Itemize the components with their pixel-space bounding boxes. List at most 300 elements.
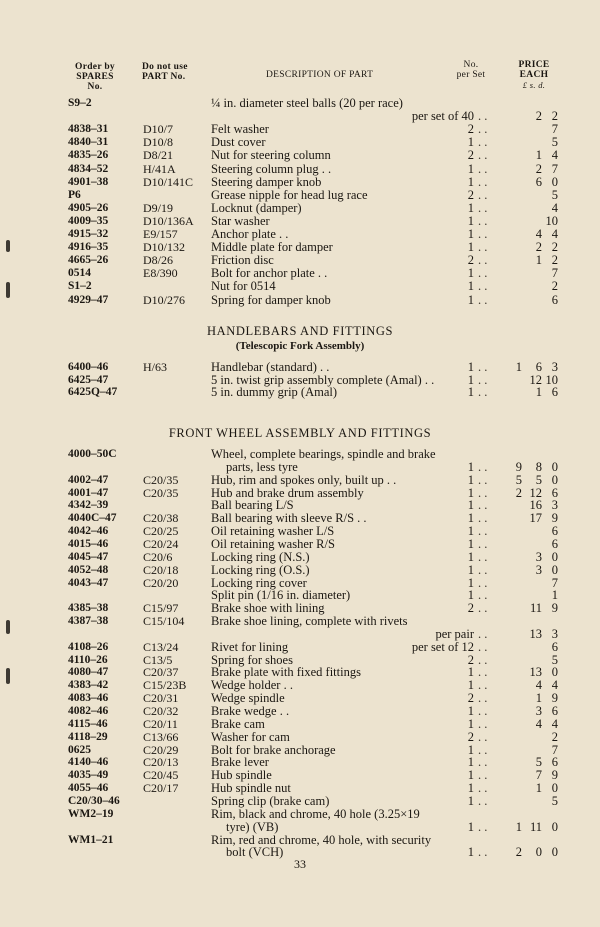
price-shillings: 3 xyxy=(535,549,542,564)
price-pence: 5 xyxy=(551,652,558,667)
order-number: S9–2 xyxy=(68,97,92,109)
price-pence: 2 xyxy=(551,279,558,294)
part-number: C15/104 xyxy=(143,614,185,629)
quantity-per-set: 1 xyxy=(467,716,474,731)
leader-dots: . . xyxy=(478,227,488,241)
table-row xyxy=(0,215,600,228)
part-number: C15/23B xyxy=(143,678,187,693)
part-number: C20/17 xyxy=(143,781,179,796)
leader-dots: . . xyxy=(478,148,488,163)
price-shillings: 12 xyxy=(529,372,542,387)
price-pence: 6 xyxy=(551,755,558,770)
table-row xyxy=(0,821,600,834)
order-number: 4115–46 xyxy=(68,717,108,730)
part-number: C20/6 xyxy=(143,549,173,564)
quantity-per-set: 1 xyxy=(467,524,474,539)
order-number: C20/30–46 xyxy=(68,794,120,807)
order-number: 4929–47 xyxy=(68,293,109,306)
price-pence: 2 xyxy=(551,240,558,255)
table-row xyxy=(0,267,600,280)
order-number: 4015–46 xyxy=(68,537,109,550)
price-shillings: 2 xyxy=(535,240,542,255)
order-number: 4915–32 xyxy=(68,228,109,240)
price-pence: 6 xyxy=(551,385,558,400)
table-row xyxy=(0,538,600,551)
leader-dots: . . xyxy=(478,360,488,374)
part-description: 5 in. twist grip assembly complete (Amal) . . xyxy=(211,372,435,387)
quantity-per-set: 1 xyxy=(467,266,474,281)
quantity-per-set: per set of 12 xyxy=(411,639,474,654)
price-pence: 3 xyxy=(551,626,558,641)
col-header-price xyxy=(508,60,560,80)
order-number: 4838–31 xyxy=(68,123,109,136)
table-row xyxy=(0,679,600,692)
price-pence: 6 xyxy=(551,704,558,718)
header-line: No. xyxy=(87,82,103,92)
order-number: 0514 xyxy=(68,267,91,280)
part-number: E9/157 xyxy=(143,227,178,241)
order-number: 4342–39 xyxy=(68,499,109,512)
price-pence: 2 xyxy=(551,109,558,124)
part-number: D10/8 xyxy=(143,135,173,150)
part-number: H/41A xyxy=(143,161,176,176)
header-line: Order by xyxy=(75,62,115,72)
part-number: C20/11 xyxy=(143,716,178,731)
part-number: D8/21 xyxy=(143,148,173,163)
quantity-per-set: per pair xyxy=(435,626,474,641)
order-number: S1–2 xyxy=(68,280,92,293)
price-pence: 9 xyxy=(551,601,558,616)
quantity-per-set: 2 xyxy=(467,253,474,268)
price-pence: 7 xyxy=(551,161,558,176)
table-row xyxy=(0,615,600,628)
quantity-per-set: 1 xyxy=(467,588,474,603)
order-number: 4055–46 xyxy=(68,782,109,795)
order-number: 4001–47 xyxy=(68,486,109,499)
quantity-per-set: 2 xyxy=(467,187,474,202)
table-row xyxy=(0,834,600,847)
table-row xyxy=(0,692,600,705)
price-shillings: 0 xyxy=(535,845,542,860)
table-row xyxy=(0,294,600,307)
price-pence: 6 xyxy=(551,524,558,539)
part-number: D10/132 xyxy=(143,240,185,255)
price-pounds: 5 xyxy=(515,472,522,487)
price-shillings: 4 xyxy=(535,227,542,241)
part-description: Brake plate with fixed fittings xyxy=(211,665,361,680)
quantity-per-set: 1 xyxy=(467,240,474,255)
price-pence: 4 xyxy=(551,678,558,693)
part-number: D10/276 xyxy=(143,292,185,307)
part-description: Brake wedge . . xyxy=(211,704,290,718)
table-row xyxy=(0,564,600,577)
table-row xyxy=(0,228,600,241)
quantity-per-set: 2 xyxy=(467,122,474,137)
leader-dots: . . xyxy=(478,575,488,590)
price-pence: 10 xyxy=(545,213,558,228)
order-number: 4834–52 xyxy=(68,162,109,175)
quantity-per-set: 2 xyxy=(467,601,474,616)
leader-dots: . . xyxy=(478,161,488,176)
quantity-per-set: 2 xyxy=(467,652,474,667)
price-pence: 5 xyxy=(551,135,558,150)
part-description: Ball bearing with sleeve R/S . . xyxy=(211,511,367,526)
price-shillings: 13 xyxy=(529,626,542,641)
price-pence: 0 xyxy=(551,845,558,860)
header-line: PART No. xyxy=(142,72,186,82)
table-row xyxy=(0,744,600,757)
leader-dots: . . xyxy=(478,385,488,400)
price-shillings: 4 xyxy=(535,678,542,693)
header-line: EACH xyxy=(519,70,549,80)
quantity-per-set: 1 xyxy=(467,213,474,228)
quantity-per-set: 1 xyxy=(467,704,474,718)
quantity-per-set: 1 xyxy=(467,227,474,241)
quantity-per-set: 1 xyxy=(467,678,474,693)
col-header-lsd: £ s. d. xyxy=(522,80,546,90)
order-number: 4118–29 xyxy=(68,730,108,743)
quantity-per-set: 1 xyxy=(467,742,474,757)
price-pence: 9 xyxy=(551,691,558,706)
leader-dots: . . xyxy=(478,742,488,757)
header-line: No. xyxy=(463,60,479,70)
table-row xyxy=(0,386,600,399)
part-number: C13/24 xyxy=(143,639,179,654)
quantity-per-set: 1 xyxy=(467,768,474,783)
part-description: Hub, rim and spokes only, built up . . xyxy=(211,472,397,487)
part-description: parts, less tyre xyxy=(226,459,298,474)
part-description: Bolt for brake anchorage xyxy=(211,742,336,757)
part-number: C20/13 xyxy=(143,755,179,770)
price-pounds: 1 xyxy=(515,819,522,834)
leader-dots: . . xyxy=(478,187,488,202)
part-description: Star washer xyxy=(211,213,270,228)
table-row xyxy=(0,448,600,461)
quantity-per-set: 1 xyxy=(467,161,474,176)
leader-dots: . . xyxy=(478,200,488,215)
table-row xyxy=(0,110,600,123)
price-pence: 7 xyxy=(551,266,558,281)
part-description: tyre) (VB) xyxy=(226,819,279,834)
order-number: 4052–48 xyxy=(68,563,109,576)
price-pence: 0 xyxy=(551,819,558,834)
leader-dots: . . xyxy=(478,549,488,564)
quantity-per-set: 1 xyxy=(467,174,474,189)
leader-dots: . . xyxy=(478,511,488,526)
quantity-per-set: 1 xyxy=(467,135,474,150)
quantity-per-set: 1 xyxy=(467,781,474,796)
leader-dots: . . xyxy=(478,768,488,783)
part-description: Brake shoe with lining xyxy=(211,601,325,616)
order-number: 4665–26 xyxy=(68,254,109,267)
part-number: C20/18 xyxy=(143,562,179,577)
table-row xyxy=(0,280,600,293)
leader-dots: . . xyxy=(478,485,488,500)
leader-dots: . . xyxy=(478,372,488,387)
table-row xyxy=(0,795,600,808)
order-number: 6425Q–47 xyxy=(68,386,118,399)
part-description: Spring for damper knob xyxy=(211,292,331,307)
price-shillings: 5 xyxy=(535,755,542,770)
leader-dots: . . xyxy=(478,704,488,718)
quantity-per-set: 1 xyxy=(467,819,474,834)
quantity-per-set: 1 xyxy=(467,360,474,374)
header-line: per Set xyxy=(456,70,486,80)
order-number: 6425–47 xyxy=(68,373,109,386)
price-shillings: 12 xyxy=(529,485,542,500)
part-description: Spring clip (brake cam) xyxy=(211,793,330,808)
part-number: C20/35 xyxy=(143,485,179,500)
part-number: C13/5 xyxy=(143,652,173,667)
part-description: Wheel, complete bearings, spindle and brake xyxy=(211,447,436,461)
part-description: Oil retaining washer R/S xyxy=(211,536,335,551)
part-description: Spring for shoes xyxy=(211,652,293,667)
col-header-do-not-use xyxy=(142,62,188,82)
order-number: 4387–38 xyxy=(68,615,109,628)
table-row xyxy=(0,149,600,162)
order-number: 4043–47 xyxy=(68,576,109,589)
price-shillings: 1 xyxy=(535,691,542,706)
part-description: Split pin (1/16 in. diameter) xyxy=(211,588,351,603)
part-number: C20/35 xyxy=(143,472,179,487)
part-description: Friction disc xyxy=(211,253,274,268)
table-row xyxy=(0,136,600,149)
quantity-per-set: 1 xyxy=(467,498,474,513)
leader-dots: . . xyxy=(478,562,488,577)
quantity-per-set: 1 xyxy=(467,459,474,474)
quantity-per-set: 1 xyxy=(467,665,474,680)
quantity-per-set: 1 xyxy=(467,845,474,860)
table-row xyxy=(0,202,600,215)
price-pence: 7 xyxy=(551,575,558,590)
leader-dots: . . xyxy=(478,588,488,603)
part-description: Brake cam xyxy=(211,716,265,731)
price-pounds: 2 xyxy=(515,845,522,860)
price-pence: 0 xyxy=(551,562,558,577)
quantity-per-set: 1 xyxy=(467,472,474,487)
part-number: C13/66 xyxy=(143,729,179,744)
col-header-description: DESCRIPTION OF PART xyxy=(266,70,374,80)
leader-dots: . . xyxy=(478,678,488,693)
part-description: Nut for steering column xyxy=(211,148,331,163)
part-description: Anchor plate . . xyxy=(211,227,289,241)
leader-dots: . . xyxy=(478,536,488,551)
order-number: 4045–47 xyxy=(68,550,109,563)
table-row xyxy=(0,666,600,679)
table-row xyxy=(0,551,600,564)
part-description: Nut for 0514 xyxy=(211,279,276,294)
quantity-per-set: 1 xyxy=(467,292,474,307)
page-number: 33 xyxy=(294,857,306,871)
table-row xyxy=(0,241,600,254)
quantity-per-set: 1 xyxy=(467,385,474,400)
quantity-per-set: 1 xyxy=(467,575,474,590)
order-number: 6400–46 xyxy=(68,361,109,373)
part-description: Hub spindle nut xyxy=(211,781,291,796)
table-row xyxy=(0,254,600,267)
part-number: C20/45 xyxy=(143,768,179,783)
part-description: Rim, black and chrome, 40 hole (3.25×19 xyxy=(211,806,420,821)
part-number: C15/97 xyxy=(143,601,179,616)
leader-dots: . . xyxy=(478,755,488,770)
part-number: C20/29 xyxy=(143,742,179,757)
leader-dots: . . xyxy=(478,213,488,228)
leader-dots: . . xyxy=(478,253,488,268)
price-pence: 4 xyxy=(551,200,558,215)
leader-dots: . . xyxy=(478,292,488,307)
price-pence: 0 xyxy=(551,174,558,189)
price-shillings: 2 xyxy=(535,161,542,176)
order-number: 4110–26 xyxy=(68,653,108,666)
order-number: 4042–46 xyxy=(68,525,109,538)
price-shillings: 1 xyxy=(535,253,542,268)
price-pence: 4 xyxy=(551,148,558,163)
part-description: Locknut (damper) xyxy=(211,200,302,215)
part-number: C20/20 xyxy=(143,575,179,590)
part-description: ¼ in. diameter steel balls (20 per race) xyxy=(211,96,403,110)
part-description: Steering column plug . . xyxy=(211,161,332,176)
price-shillings: 2 xyxy=(535,109,542,124)
table-row xyxy=(0,97,600,110)
price-pence: 7 xyxy=(551,122,558,137)
quantity-per-set: 1 xyxy=(467,279,474,294)
leader-dots: . . xyxy=(478,109,488,124)
part-description: bolt (VCH) xyxy=(226,845,284,860)
price-pence: 6 xyxy=(551,292,558,307)
order-number: 0625 xyxy=(68,743,91,756)
price-pence: 0 xyxy=(551,781,558,796)
order-number: 4383–42 xyxy=(68,679,109,692)
price-pence: 0 xyxy=(551,549,558,564)
part-description: Felt washer xyxy=(211,122,269,137)
part-number: C20/32 xyxy=(143,704,179,718)
quantity-per-set: 1 xyxy=(467,793,474,808)
leader-dots: . . xyxy=(478,691,488,706)
price-shillings: 5 xyxy=(535,472,542,487)
order-number: 4009–35 xyxy=(68,214,109,227)
part-number: D10/141C xyxy=(143,174,194,189)
table-row xyxy=(0,487,600,500)
quantity-per-set: 2 xyxy=(467,729,474,744)
order-number: WM1–21 xyxy=(68,833,114,846)
part-description: Steering damper knob xyxy=(211,174,322,189)
leader-dots: . . xyxy=(478,174,488,189)
leader-dots: . . xyxy=(478,793,488,808)
leader-dots: . . xyxy=(478,652,488,667)
price-shillings: 11 xyxy=(529,601,542,616)
order-number: 4035–49 xyxy=(68,769,109,782)
price-pounds: 9 xyxy=(515,459,522,474)
quantity-per-set: per set of 40 xyxy=(411,109,474,124)
part-description: Ball bearing L/S xyxy=(211,498,294,513)
leader-dots: . . xyxy=(478,781,488,796)
price-pence: 1 xyxy=(551,588,558,603)
table-row xyxy=(0,189,600,202)
price-pence: 3 xyxy=(551,360,558,374)
price-pence: 7 xyxy=(551,742,558,757)
table-row xyxy=(0,641,600,654)
header-line: PRICE xyxy=(518,60,550,70)
part-description: 5 in. dummy grip (Amal) xyxy=(211,385,338,400)
price-pence: 10 xyxy=(545,372,558,387)
price-shillings: 4 xyxy=(535,716,542,731)
part-number: D8/26 xyxy=(143,253,173,268)
part-description: Dust cover xyxy=(211,135,266,150)
order-number: 4108–26 xyxy=(68,640,109,653)
price-shillings: 16 xyxy=(529,498,542,513)
price-shillings: 1 xyxy=(535,148,542,163)
price-pence: 3 xyxy=(551,498,558,513)
price-shillings: 6 xyxy=(535,174,542,189)
price-shillings: 7 xyxy=(535,768,542,783)
price-pence: 9 xyxy=(551,768,558,783)
order-number: 4905–26 xyxy=(68,201,109,214)
table-row xyxy=(0,731,600,744)
order-number: 4083–46 xyxy=(68,692,109,705)
price-shillings: 3 xyxy=(535,562,542,577)
quantity-per-set: 1 xyxy=(467,562,474,577)
part-description: Washer for cam xyxy=(211,729,290,744)
table-row xyxy=(0,474,600,487)
table-row xyxy=(0,756,600,769)
quantity-per-set: 1 xyxy=(467,511,474,526)
price-pence: 9 xyxy=(551,511,558,526)
quantity-per-set: 1 xyxy=(467,755,474,770)
table-row xyxy=(0,123,600,136)
price-pence: 4 xyxy=(551,716,558,731)
section-subtitle-handlebars: (Telescopic Fork Assembly) xyxy=(235,340,365,352)
part-number: C20/38 xyxy=(143,511,179,526)
leader-dots: . . xyxy=(478,639,488,654)
table-row xyxy=(0,808,600,821)
part-description: Locking ring cover xyxy=(211,575,307,590)
order-number: 4000–50C xyxy=(68,448,117,460)
header-line: Do not use xyxy=(142,62,188,72)
part-number: C20/37 xyxy=(143,665,179,680)
leader-dots: . . xyxy=(478,716,488,731)
leader-dots: . . xyxy=(478,266,488,281)
order-number: 4140–46 xyxy=(68,756,109,769)
leader-dots: . . xyxy=(478,626,488,641)
quantity-per-set: 1 xyxy=(467,485,474,500)
part-description: Hub and brake drum assembly xyxy=(211,485,364,500)
leader-dots: . . xyxy=(478,472,488,487)
table-row xyxy=(0,176,600,189)
order-number: 4082–46 xyxy=(68,705,109,717)
leader-dots: . . xyxy=(478,122,488,137)
part-description: Handlebar (standard) . . xyxy=(211,360,330,374)
table-row xyxy=(0,705,600,718)
price-pounds: 1 xyxy=(515,360,522,374)
table-row xyxy=(0,461,600,474)
part-number: D9/19 xyxy=(143,200,173,215)
order-number: P6 xyxy=(68,188,81,201)
section-title-front-wheel: FRONT WHEEL ASSEMBLY AND FITTINGS xyxy=(168,426,432,440)
part-description: Wedge holder . . xyxy=(211,678,293,693)
quantity-per-set: 1 xyxy=(467,372,474,387)
part-description: Oil retaining washer L/S xyxy=(211,524,335,539)
quantity-per-set: 1 xyxy=(467,200,474,215)
order-number: 4385–38 xyxy=(68,602,109,615)
price-shillings: 6 xyxy=(535,360,542,374)
part-number: C20/25 xyxy=(143,524,179,539)
price-shillings: 1 xyxy=(535,385,542,400)
part-description: Middle plate for damper xyxy=(211,240,333,255)
leader-dots: . . xyxy=(478,135,488,150)
leader-dots: . . xyxy=(478,524,488,539)
price-pence: 4 xyxy=(551,227,558,241)
order-number: 4002–47 xyxy=(68,473,109,486)
